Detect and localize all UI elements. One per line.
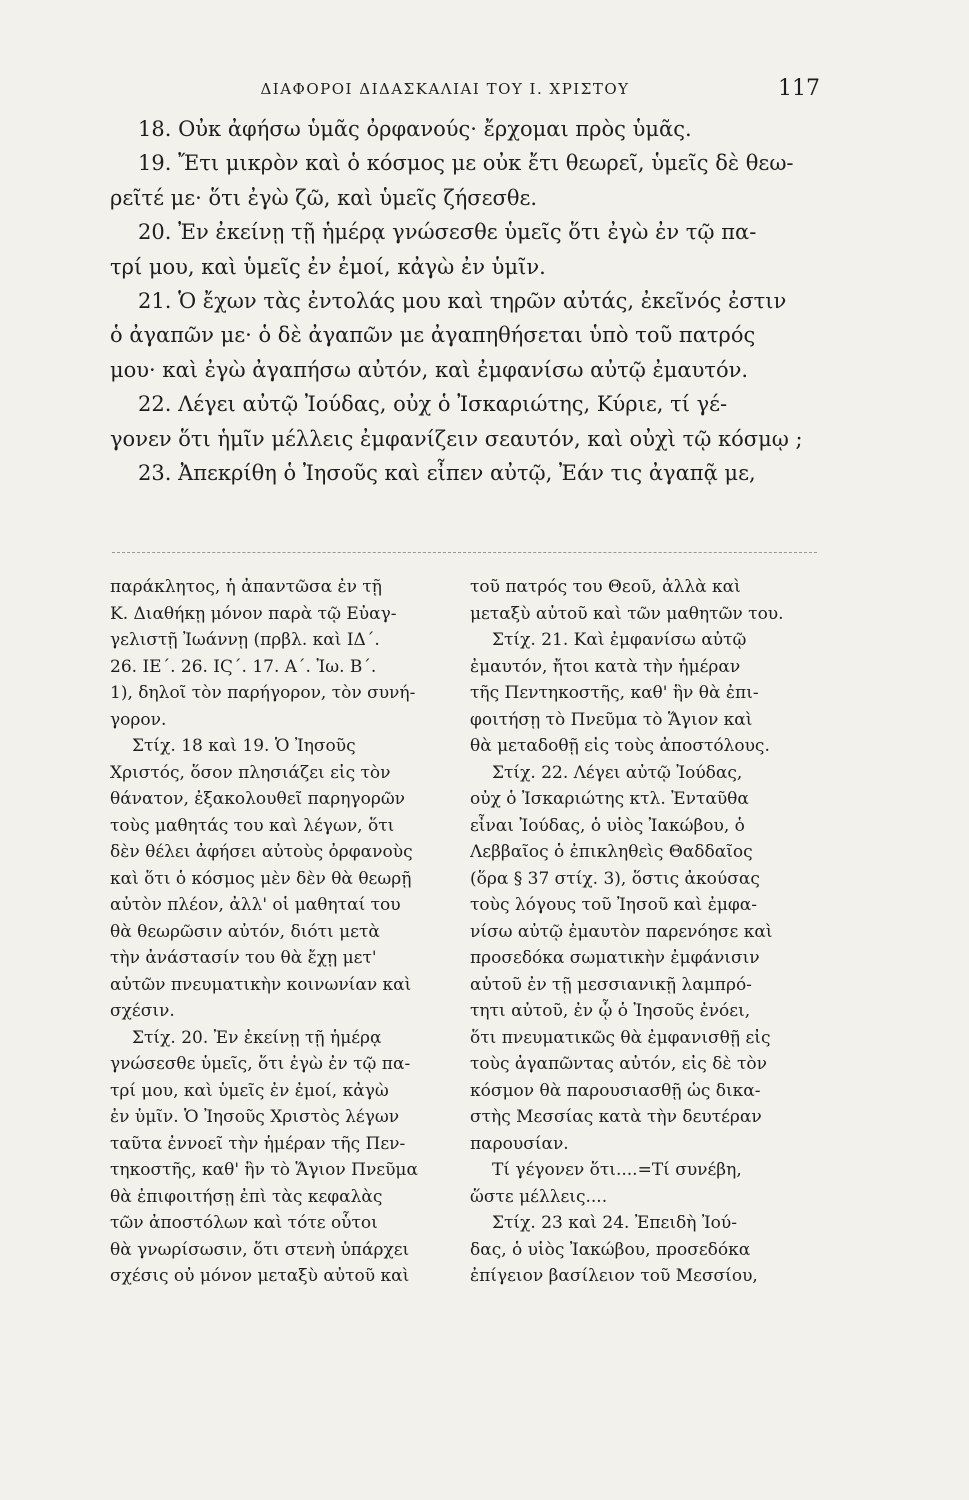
commentary-line: παράκλητος, ἡ ἀπαντῶσα ἐν τῇ <box>110 577 382 597</box>
commentary-line: κόσμον θὰ παρουσιασθῇ ὡς δικα- <box>470 1080 761 1101</box>
page-number: 117 <box>778 76 820 101</box>
commentary-line: θὰ γνωρίσωσιν, ὅτι στενὴ ὑπάρχει <box>110 1239 410 1260</box>
commentary-line: Στίχ. 23 καὶ 24. Ἐπειδὴ Ἰού- <box>492 1213 737 1233</box>
commentary-line: θὰ θεωρῶσιν αὐτόν, διότι μετὰ <box>110 921 380 942</box>
commentary-line: γνώσεσθε ὑμεῖς, ὅτι ἐγὼ ἐν τῷ πα- <box>110 1054 411 1074</box>
commentary-line: θὰ μεταδοθῇ εἰς τοὺς ἀποστόλους. <box>470 736 770 756</box>
commentary-line: στὴς Μεσσίας κατὰ τὴν δευτέραν <box>470 1107 762 1127</box>
verse-line: ρεῖτέ με· ὅτι ἐγὼ ζῶ, καὶ ὑμεῖς ζήσεσθε. <box>110 185 538 210</box>
running-title: ΔΙΑΦΟΡΟΙ ΔΙΔΑΣΚΑΛΙΑΙ ΤΟΥ Ι. ΧΡΙΣΤΟΥ <box>260 80 630 98</box>
commentary-line: δας, ὁ υἱὸς Ἰακώβου, προσεδόκα <box>470 1239 751 1260</box>
commentary-line: Χριστός, ὅσον πλησιάζει εἰς τὸν <box>110 762 391 783</box>
commentary-line: τητι αὐτοῦ, ἐν ᾧ ὁ Ἰησοῦς ἐνόει, <box>470 1001 751 1021</box>
commentary-line: τοῦ πατρός του Θεοῦ, ἀλλὰ καὶ <box>470 577 741 597</box>
commentary-line: τηκοστῆς, καθ' ἣν τὸ Ἅγιον Πνεῦμα <box>110 1160 418 1180</box>
commentary-line: προσεδόκα σωματικὴν ἐμφάνισιν <box>470 948 760 968</box>
commentary-line: ἐπίγειον βασίλειον τοῦ Μεσσίου, <box>470 1266 758 1286</box>
verse-line: 19. Ἔτι μικρὸν καὶ ὁ κόσμος με οὐκ ἔτι θεωρεῖ, ὑμεῖς δὲ θεω- <box>138 151 794 176</box>
verse-line: 21. Ὁ ἔχων τὰς ἐντολάς μου καὶ τηρῶν αὐτάς, ἐκεῖνός ἐστιν <box>138 288 787 313</box>
commentary-line: τῆς Πεντηκοστῆς, καθ' ἣν θὰ ἐπι- <box>470 683 759 703</box>
commentary-line: θάνατον, ἐξακολουθεῖ παρηγορῶν <box>110 789 406 809</box>
commentary-line: 1), δηλοῖ τὸν παρήγορον, τὸν συνή- <box>110 683 416 703</box>
commentary-line: 26. ΙΕ΄. 26. ΙϚ΄. 17. Α΄. Ἰω. Β΄. <box>110 656 377 677</box>
commentary-line: Κ. Διαθήκῃ μόνον παρὰ τῷ Εὐαγ- <box>110 603 397 624</box>
commentary-line: θὰ ἐπιφοιτήσῃ ἐπὶ τὰς κεφαλὰς <box>110 1186 383 1207</box>
verse-line: 18. Οὐκ ἀφήσω ὑμᾶς ὀρφανούς· ἔρχομαι πρὸς ὑμᾶς. <box>138 117 692 141</box>
commentary-line: Στίχ. 18 καὶ 19. Ὁ Ἰησοῦς <box>132 736 356 756</box>
commentary-right-column <box>470 574 805 1290</box>
commentary-line: γορον. <box>110 709 167 730</box>
verse-line: 20. Ἐν ἐκείνῃ τῇ ἡμέρᾳ γνώσεσθε ὑμεῖς ὅτι ἐγὼ ἐν τῷ πα- <box>138 220 757 245</box>
verse-line: γονεν ὅτι ἡμῖν μέλλεις ἐμφανίζειν σεαυτόν, καὶ οὐχὶ τῷ κόσμῳ ; <box>110 426 803 451</box>
commentary-line: τὴν ἀνάστασίν του θὰ ἔχῃ μετ' <box>110 948 377 968</box>
commentary-line: Τί γέγονεν ὅτι....=Τί συνέβη, <box>492 1160 742 1180</box>
commentary-line: οὐχ ὁ Ἰσκαριώτης κτλ. Ἐνταῦθα <box>470 789 749 809</box>
commentary-line: μεταξὺ αὐτοῦ καὶ τῶν μαθητῶν του. <box>470 603 784 624</box>
commentary-left-column <box>110 574 445 1290</box>
commentary-line: φοιτήσῃ τὸ Πνεῦμα τὸ Ἅγιον καὶ <box>470 709 753 730</box>
commentary-line: τρί μου, καὶ ὑμεῖς ἐν ἐμοί, κἀγὼ <box>110 1080 389 1101</box>
commentary-line: τοὺς μαθητάς του καὶ λέγων, ὅτι <box>110 815 395 836</box>
commentary-line: δὲν θέλει ἀφήσει αὐτοὺς ὀρφανοὺς <box>110 842 413 862</box>
commentary-line: παρουσίαν. <box>470 1133 569 1154</box>
commentary-line: ὅτι πνευματικῶς θὰ ἐμφανισθῇ εἰς <box>470 1027 771 1048</box>
commentary-line: αὐτῶν πνευματικὴν κοινωνίαν καὶ <box>110 974 412 995</box>
commentary-line: (ὅρα § 37 στίχ. 3), ὅστις ἀκούσας <box>470 868 760 889</box>
commentary-line: αὐτὸν πλέον, ἀλλ' οἱ μαθηταί του <box>110 895 401 915</box>
commentary-line: γελιστῇ Ἰωάννῃ (πρβλ. καὶ ΙΔ΄. <box>110 630 380 650</box>
commentary-line: σχέσιν. <box>110 1001 175 1021</box>
commentary-line: τοὺς λόγους τοῦ Ἰησοῦ καὶ ἐμφα- <box>470 895 758 915</box>
verse-line: 23. Ἀπεκρίθη ὁ Ἰησοῦς καὶ εἶπεν αὐτῷ, Ἐάν τις ἀγαπᾷ με, <box>138 460 756 485</box>
commentary-line: αὐτοῦ ἐν τῇ μεσσιανικῇ λαμπρό- <box>470 974 752 995</box>
verse-line: ὁ ἀγαπῶν με· ὁ δὲ ἀγαπῶν με ἀγαπηθήσεται ὑπὸ τοῦ πατρός <box>110 323 756 348</box>
running-head <box>140 76 820 104</box>
main-text <box>110 112 815 490</box>
commentary-line: καὶ ὅτι ὁ κόσμος μὲν δὲν θὰ θεωρῇ <box>110 868 412 889</box>
commentary-line: ἐν ὑμῖν. Ὁ Ἰησοῦς Χριστὸς λέγων <box>110 1107 400 1127</box>
commentary-line: ὥστε μέλλεις.... <box>470 1186 608 1207</box>
commentary-line: ταῦτα ἐννοεῖ τὴν ἡμέραν τῆς Πεν- <box>110 1133 406 1154</box>
commentary-line: εἶναι Ἰούδας, ὁ υἱὸς Ἰακώβου, ὁ <box>470 815 745 836</box>
verse-line: τρί μου, καὶ ὑμεῖς ἐν ἐμοί, κἀγὼ ἐν ὑμῖν. <box>110 254 546 279</box>
divider-rule <box>112 552 817 553</box>
commentary-line: ἐμαυτόν, ἤτοι κατὰ τὴν ἡμέραν <box>470 656 741 677</box>
commentary-line: Στίχ. 21. Καὶ ἐμφανίσω αὐτῷ <box>492 630 747 650</box>
commentary-line: Στίχ. 20. Ἐν ἐκείνῃ τῇ ἡμέρᾳ <box>132 1027 382 1048</box>
verse-line: μου· καὶ ἐγὼ ἀγαπήσω αὐτόν, καὶ ἐμφανίσω αὐτῷ ἐμαυτόν. <box>110 357 749 382</box>
commentary-line: τῶν ἀποστόλων καὶ τότε οὗτοι <box>110 1213 378 1233</box>
verse-line: 22. Λέγει αὐτῷ Ἰούδας, οὐχ ὁ Ἰσκαριώτης, Κύριε, τί γέ- <box>138 392 728 417</box>
commentary-line: τοὺς ἀγαπῶντας αὐτόν, εἰς δὲ τὸν <box>470 1054 767 1074</box>
commentary-line: νίσω αὐτῷ ἐμαυτὸν παρενόησε καὶ <box>470 921 773 942</box>
commentary-line: Στίχ. 22. Λέγει αὐτῷ Ἰούδας, <box>492 762 743 783</box>
commentary-line: Λεββαῖος ὁ ἐπικληθεὶς Θαδδαῖος <box>470 842 753 862</box>
commentary-line: σχέσις οὐ μόνον μεταξὺ αὐτοῦ καὶ <box>110 1266 410 1286</box>
